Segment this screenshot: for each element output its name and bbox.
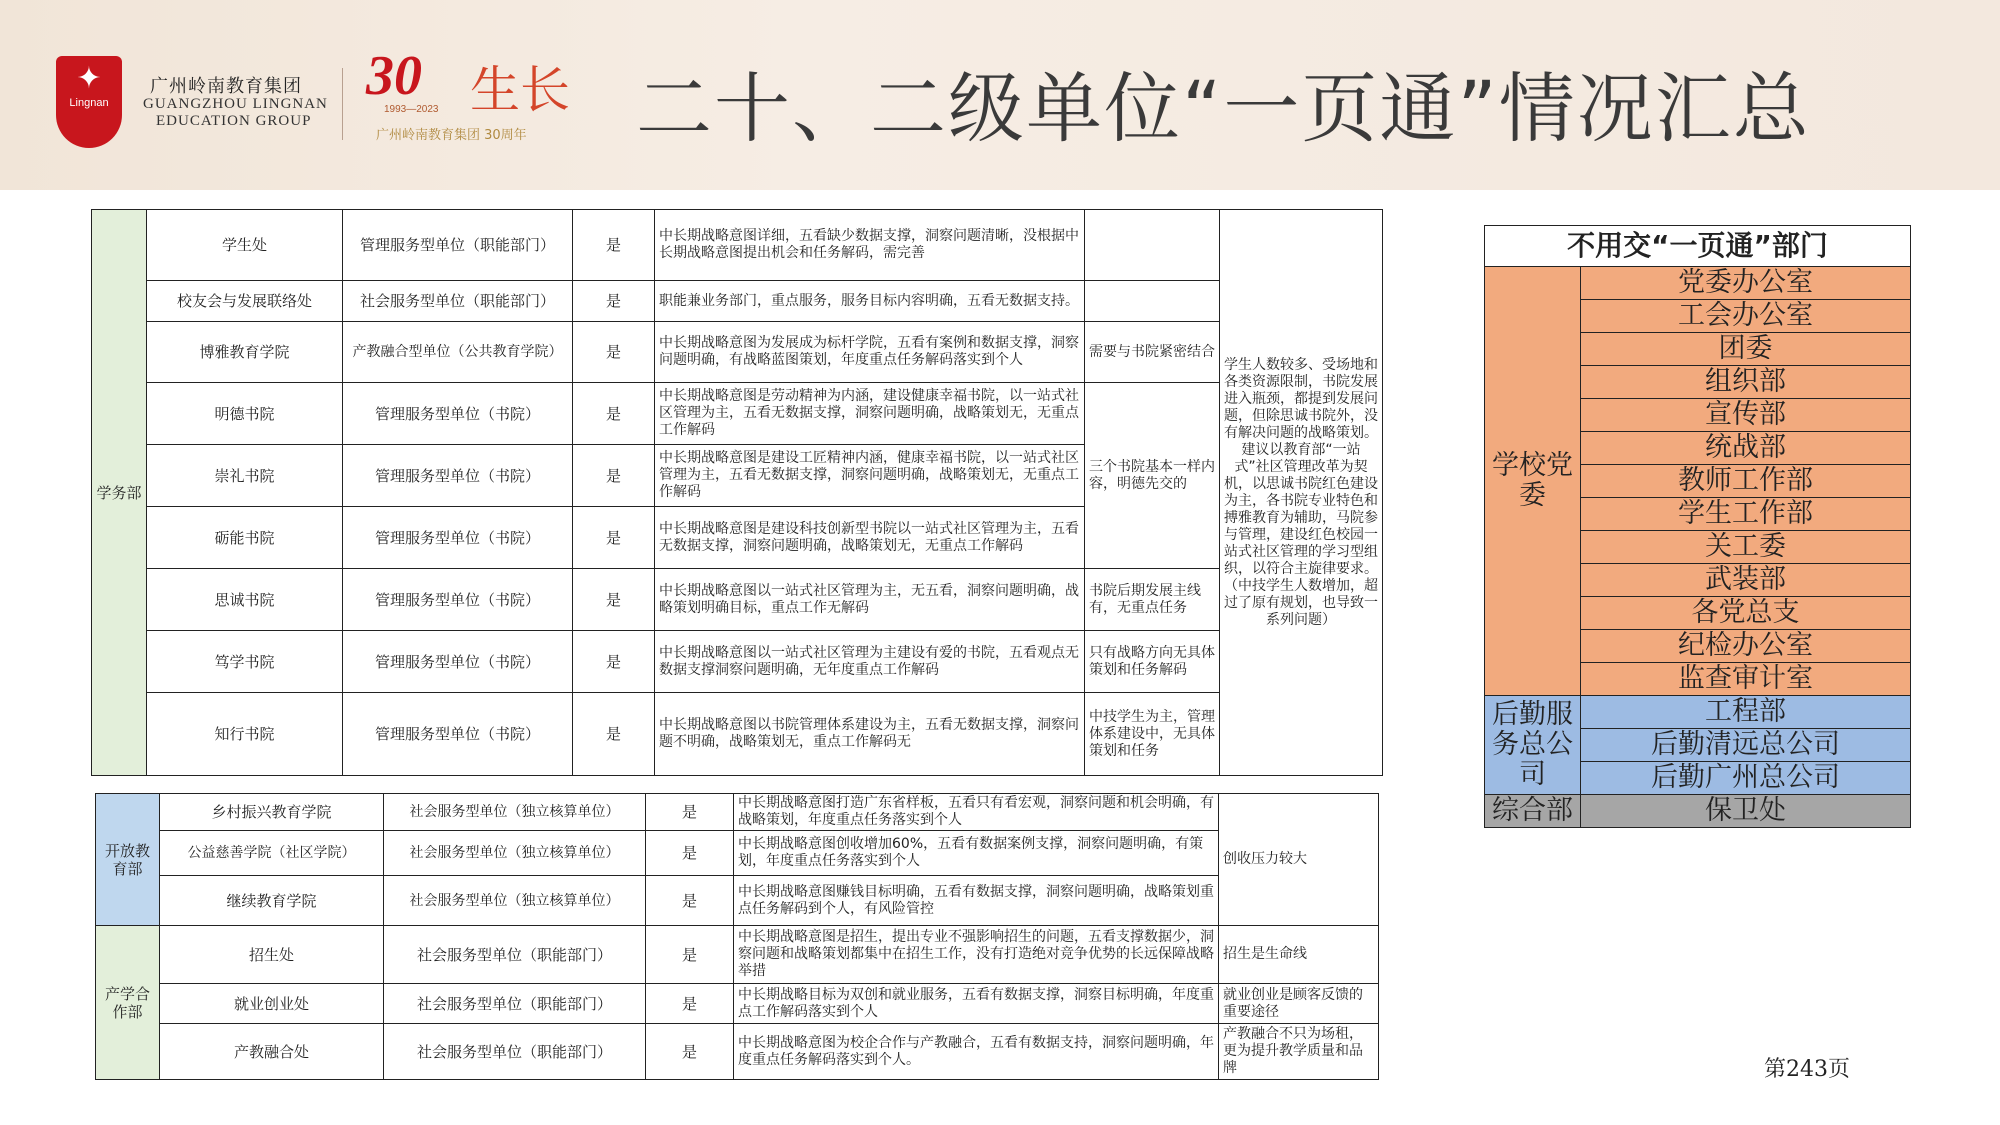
submitted-flag: 是 xyxy=(573,445,655,507)
submitted-flag: 是 xyxy=(573,210,655,281)
department-item: 武装部 xyxy=(1581,564,1911,597)
department-item: 统战部 xyxy=(1581,432,1911,465)
submitted-flag: 是 xyxy=(573,631,655,693)
department-item: 保卫处 xyxy=(1581,795,1911,828)
unit-name: 博雅教育学院 xyxy=(147,322,343,383)
table-row xyxy=(92,322,1383,383)
assessment: 中长期战略意图打造广东省样板，五看只有看宏观，洞察问题和机会明确，有战略策划，年度重点任务落实到个人 xyxy=(734,794,1219,831)
table-exempt-departments xyxy=(1484,225,1911,828)
merged-remark: 学生人数较多、受场地和各类资源限制，书院发展进入瓶颈，都提到发展问题，但除思诚书院外，没有解决问题的战略策划。建议以教育部“一站式”社区管理改革为契机，以思诚书院红色建设为主，各书院专业特色和搏雅教育为辅助，马院参与管理，建设红色校园一站式社区管理的学习型组织，以符合主旋律要求。（中技学生人数增加，超过了原有规划，也导致一系列问题） xyxy=(1220,210,1383,776)
table-row xyxy=(96,1024,1379,1080)
unit-name: 笃学书院 xyxy=(147,631,343,693)
unit-name: 乡村振兴教育学院 xyxy=(160,794,384,831)
header-banner xyxy=(0,0,2000,190)
assessment: 中长期战略意图赚钱目标明确，五看有数据支撑，洞察问题明确，战略策划重点任务解码到个人，有风险管控 xyxy=(734,876,1219,926)
remark: 就业创业是顾客反馈的重要途径 xyxy=(1219,984,1379,1024)
remark xyxy=(1085,210,1220,281)
assessment: 中长期战略意图以一站式社区管理为主，无五看，洞察问题明确，战略策划明确目标，重点工作无解码 xyxy=(655,569,1085,631)
assessment: 中长期战略意图创收增加60%，五看有数据案例支撑，洞察问题明确，有策划，年度重点任务落实到个人 xyxy=(734,831,1219,876)
submitted-flag: 是 xyxy=(573,281,655,322)
unit-name: 砺能书院 xyxy=(147,507,343,569)
submitted-flag: 是 xyxy=(646,876,734,926)
group-cell: 产学合作部 xyxy=(96,926,160,1080)
unit-type: 社会服务型单位（独立核算单位） xyxy=(384,794,646,831)
table-row xyxy=(96,926,1379,984)
table-row xyxy=(92,383,1383,445)
department-item: 各党总支 xyxy=(1581,597,1911,630)
assessment: 中长期战略意图详细，五看缺少数据支撑，洞察问题清晰，没根据中长期战略意图提出机会和任务解码，需完善 xyxy=(655,210,1085,281)
group-cell: 开放教育部 xyxy=(96,794,160,926)
department-item: 工会办公室 xyxy=(1581,300,1911,333)
department-item: 后勤清远总公司 xyxy=(1581,729,1911,762)
unit-type: 管理服务型单位（书院） xyxy=(343,693,573,776)
submitted-flag: 是 xyxy=(573,693,655,776)
org-name-cn: 广州岭南教育集团 xyxy=(150,76,302,97)
assessment: 中长期战略意图为发展成为标杆学院，五看有案例和数据支撑，洞察问题明确，有战略蓝图策划，年度重点任务解码落实到个人 xyxy=(655,322,1085,383)
org-name-en-line1: GUANGZHOU LINGNAN xyxy=(143,96,328,112)
unit-type: 管理服务型单位（书院） xyxy=(343,445,573,507)
assessment: 中长期战略意图是招生，提出专业不强影响招生的问题，五看支撑数据少，洞察问题和战略策划都集中在招生工作，没有打造绝对竞争优势的长远保障战略举措 xyxy=(734,926,1219,984)
anniversary-calligraphy: 生长 xyxy=(470,61,570,119)
table-row xyxy=(92,569,1383,631)
remark: 中技学生为主，管理体系建设中，无具体策划和任务 xyxy=(1085,693,1220,776)
table-row xyxy=(96,794,1379,831)
assessment: 中长期战略目标为双创和就业服务，五看有数据支撑，洞察目标明确，年度重点工作解码落实到个人 xyxy=(734,984,1219,1024)
assessment: 中长期战略意图是建设科技创新型书院以一站式社区管理为主，五看无数据支撑，洞察问题明确，战略策划无，无重点工作解码 xyxy=(655,507,1085,569)
remark: 书院后期发展主线有，无重点任务 xyxy=(1085,569,1220,631)
assessment: 中长期战略意图是劳动精神为内涵，建设健康幸福书院，以一站式社区管理为主，五看无数据支撑，洞察问题明确，战略策划无，无重点工作解码 xyxy=(655,383,1085,445)
table-row xyxy=(92,281,1383,322)
department-item: 党委办公室 xyxy=(1581,267,1911,300)
unit-type: 管理服务型单位（书院） xyxy=(343,383,573,445)
unit-type: 管理服务型单位（书院） xyxy=(343,631,573,693)
table-kaifang-chanxue xyxy=(95,793,1379,1080)
unit-type: 社会服务型单位（职能部门） xyxy=(384,984,646,1024)
department-item: 工程部 xyxy=(1581,696,1911,729)
assessment: 中长期战略意图以书院管理体系建设为主，五看无数据支撑，洞察问题不明确，战略策划无，重点工作解码无 xyxy=(655,693,1085,776)
unit-type: 产教融合型单位（公共教育学院） xyxy=(343,322,573,383)
submitted-flag: 是 xyxy=(573,322,655,383)
department-item: 团委 xyxy=(1581,333,1911,366)
unit-name: 公益慈善学院（社区学院） xyxy=(160,831,384,876)
unit-name: 思诚书院 xyxy=(147,569,343,631)
department-item: 组织部 xyxy=(1581,366,1911,399)
submitted-flag: 是 xyxy=(646,926,734,984)
department-item: 关工委 xyxy=(1581,531,1911,564)
unit-type: 社会服务型单位（职能部门） xyxy=(343,281,573,322)
table-row xyxy=(96,831,1379,876)
assessment: 职能兼业务部门，重点服务，服务目标内容明确，五看无数据支持。 xyxy=(655,281,1085,322)
page-number: 第243页 xyxy=(1764,1057,1850,1082)
remark: 需要与书院紧密结合 xyxy=(1085,322,1220,383)
phoenix-icon: ✦ xyxy=(76,62,102,95)
unit-type: 管理服务型单位（职能部门） xyxy=(343,210,573,281)
remark: 三个书院基本一样内容，明德先交的 xyxy=(1085,383,1220,569)
assessment: 中长期战略意图为校企合作与产教融合，五看有数据支持，洞察问题明确，年度重点任务解码落实到个人。 xyxy=(734,1024,1219,1080)
unit-name: 明德书院 xyxy=(147,383,343,445)
unit-name: 招生处 xyxy=(160,926,384,984)
unit-name: 崇礼书院 xyxy=(147,445,343,507)
unit-name: 产教融合处 xyxy=(160,1024,384,1080)
group-cell: 学务部 xyxy=(92,210,147,776)
group-cell: 综合部 xyxy=(1485,795,1581,828)
submitted-flag: 是 xyxy=(573,383,655,445)
page-title: 二十、二级单位“一页通”情况汇总 xyxy=(636,64,1811,153)
department-item: 后勤广州总公司 xyxy=(1581,762,1911,795)
unit-name: 校友会与发展联络处 xyxy=(147,281,343,322)
unit-type: 社会服务型单位（职能部门） xyxy=(384,926,646,984)
anniversary-number: 30 xyxy=(366,45,422,107)
org-name-en-line2: EDUCATION GROUP xyxy=(156,113,312,129)
submitted-flag: 是 xyxy=(646,831,734,876)
submitted-flag: 是 xyxy=(573,507,655,569)
header-divider xyxy=(342,68,343,140)
submitted-flag: 是 xyxy=(646,984,734,1024)
remark: 招生是生命线 xyxy=(1219,926,1379,984)
anniversary-caption: 广州岭南教育集团 30周年 xyxy=(376,128,527,143)
table-row xyxy=(92,693,1383,776)
table-row xyxy=(92,210,1383,281)
table-row xyxy=(96,984,1379,1024)
submitted-flag: 是 xyxy=(573,569,655,631)
department-item: 宣传部 xyxy=(1581,399,1911,432)
remark xyxy=(1085,281,1220,322)
group-cell: 学校党委 xyxy=(1485,267,1581,696)
unit-type: 管理服务型单位（书院） xyxy=(343,569,573,631)
department-item: 教师工作部 xyxy=(1581,465,1911,498)
assessment: 中长期战略意图是建设工匠精神内涵，健康幸福书院，以一站式社区管理为主，五看无数据支撑，洞察问题明确，战略策划无，无重点工作解码 xyxy=(655,445,1085,507)
department-item: 监查审计室 xyxy=(1581,663,1911,696)
unit-name: 知行书院 xyxy=(147,693,343,776)
table-row xyxy=(92,631,1383,693)
logo-text: Lingnan xyxy=(69,97,109,109)
group-cell: 后勤服务总公司 xyxy=(1485,696,1581,795)
unit-type: 社会服务型单位（独立核算单位） xyxy=(384,831,646,876)
unit-type: 管理服务型单位（书院） xyxy=(343,507,573,569)
table-row xyxy=(96,876,1379,926)
unit-type: 社会服务型单位（职能部门） xyxy=(384,1024,646,1080)
unit-type: 社会服务型单位（独立核算单位） xyxy=(384,876,646,926)
unit-name: 继续教育学院 xyxy=(160,876,384,926)
anniversary-years: 1993—2023 xyxy=(384,104,439,115)
remark: 产教融合不只为场租，更为提升教学质量和品牌 xyxy=(1219,1024,1379,1080)
exempt-table-title: 不用交“一页通”部门 xyxy=(1485,226,1911,267)
table-xuewubu xyxy=(91,209,1383,776)
lingnan-logo xyxy=(56,56,122,148)
unit-name: 学生处 xyxy=(147,210,343,281)
submitted-flag: 是 xyxy=(646,1024,734,1080)
department-item: 学生工作部 xyxy=(1581,498,1911,531)
department-item: 纪检办公室 xyxy=(1581,630,1911,663)
unit-name: 就业创业处 xyxy=(160,984,384,1024)
remark: 创收压力较大 xyxy=(1219,794,1379,926)
assessment: 中长期战略意图以一站式社区管理为主建设有爱的书院，五看观点无数据支撑洞察问题明确，无年度重点工作解码 xyxy=(655,631,1085,693)
submitted-flag: 是 xyxy=(646,794,734,831)
remark: 只有战略方向无具体策划和任务解码 xyxy=(1085,631,1220,693)
